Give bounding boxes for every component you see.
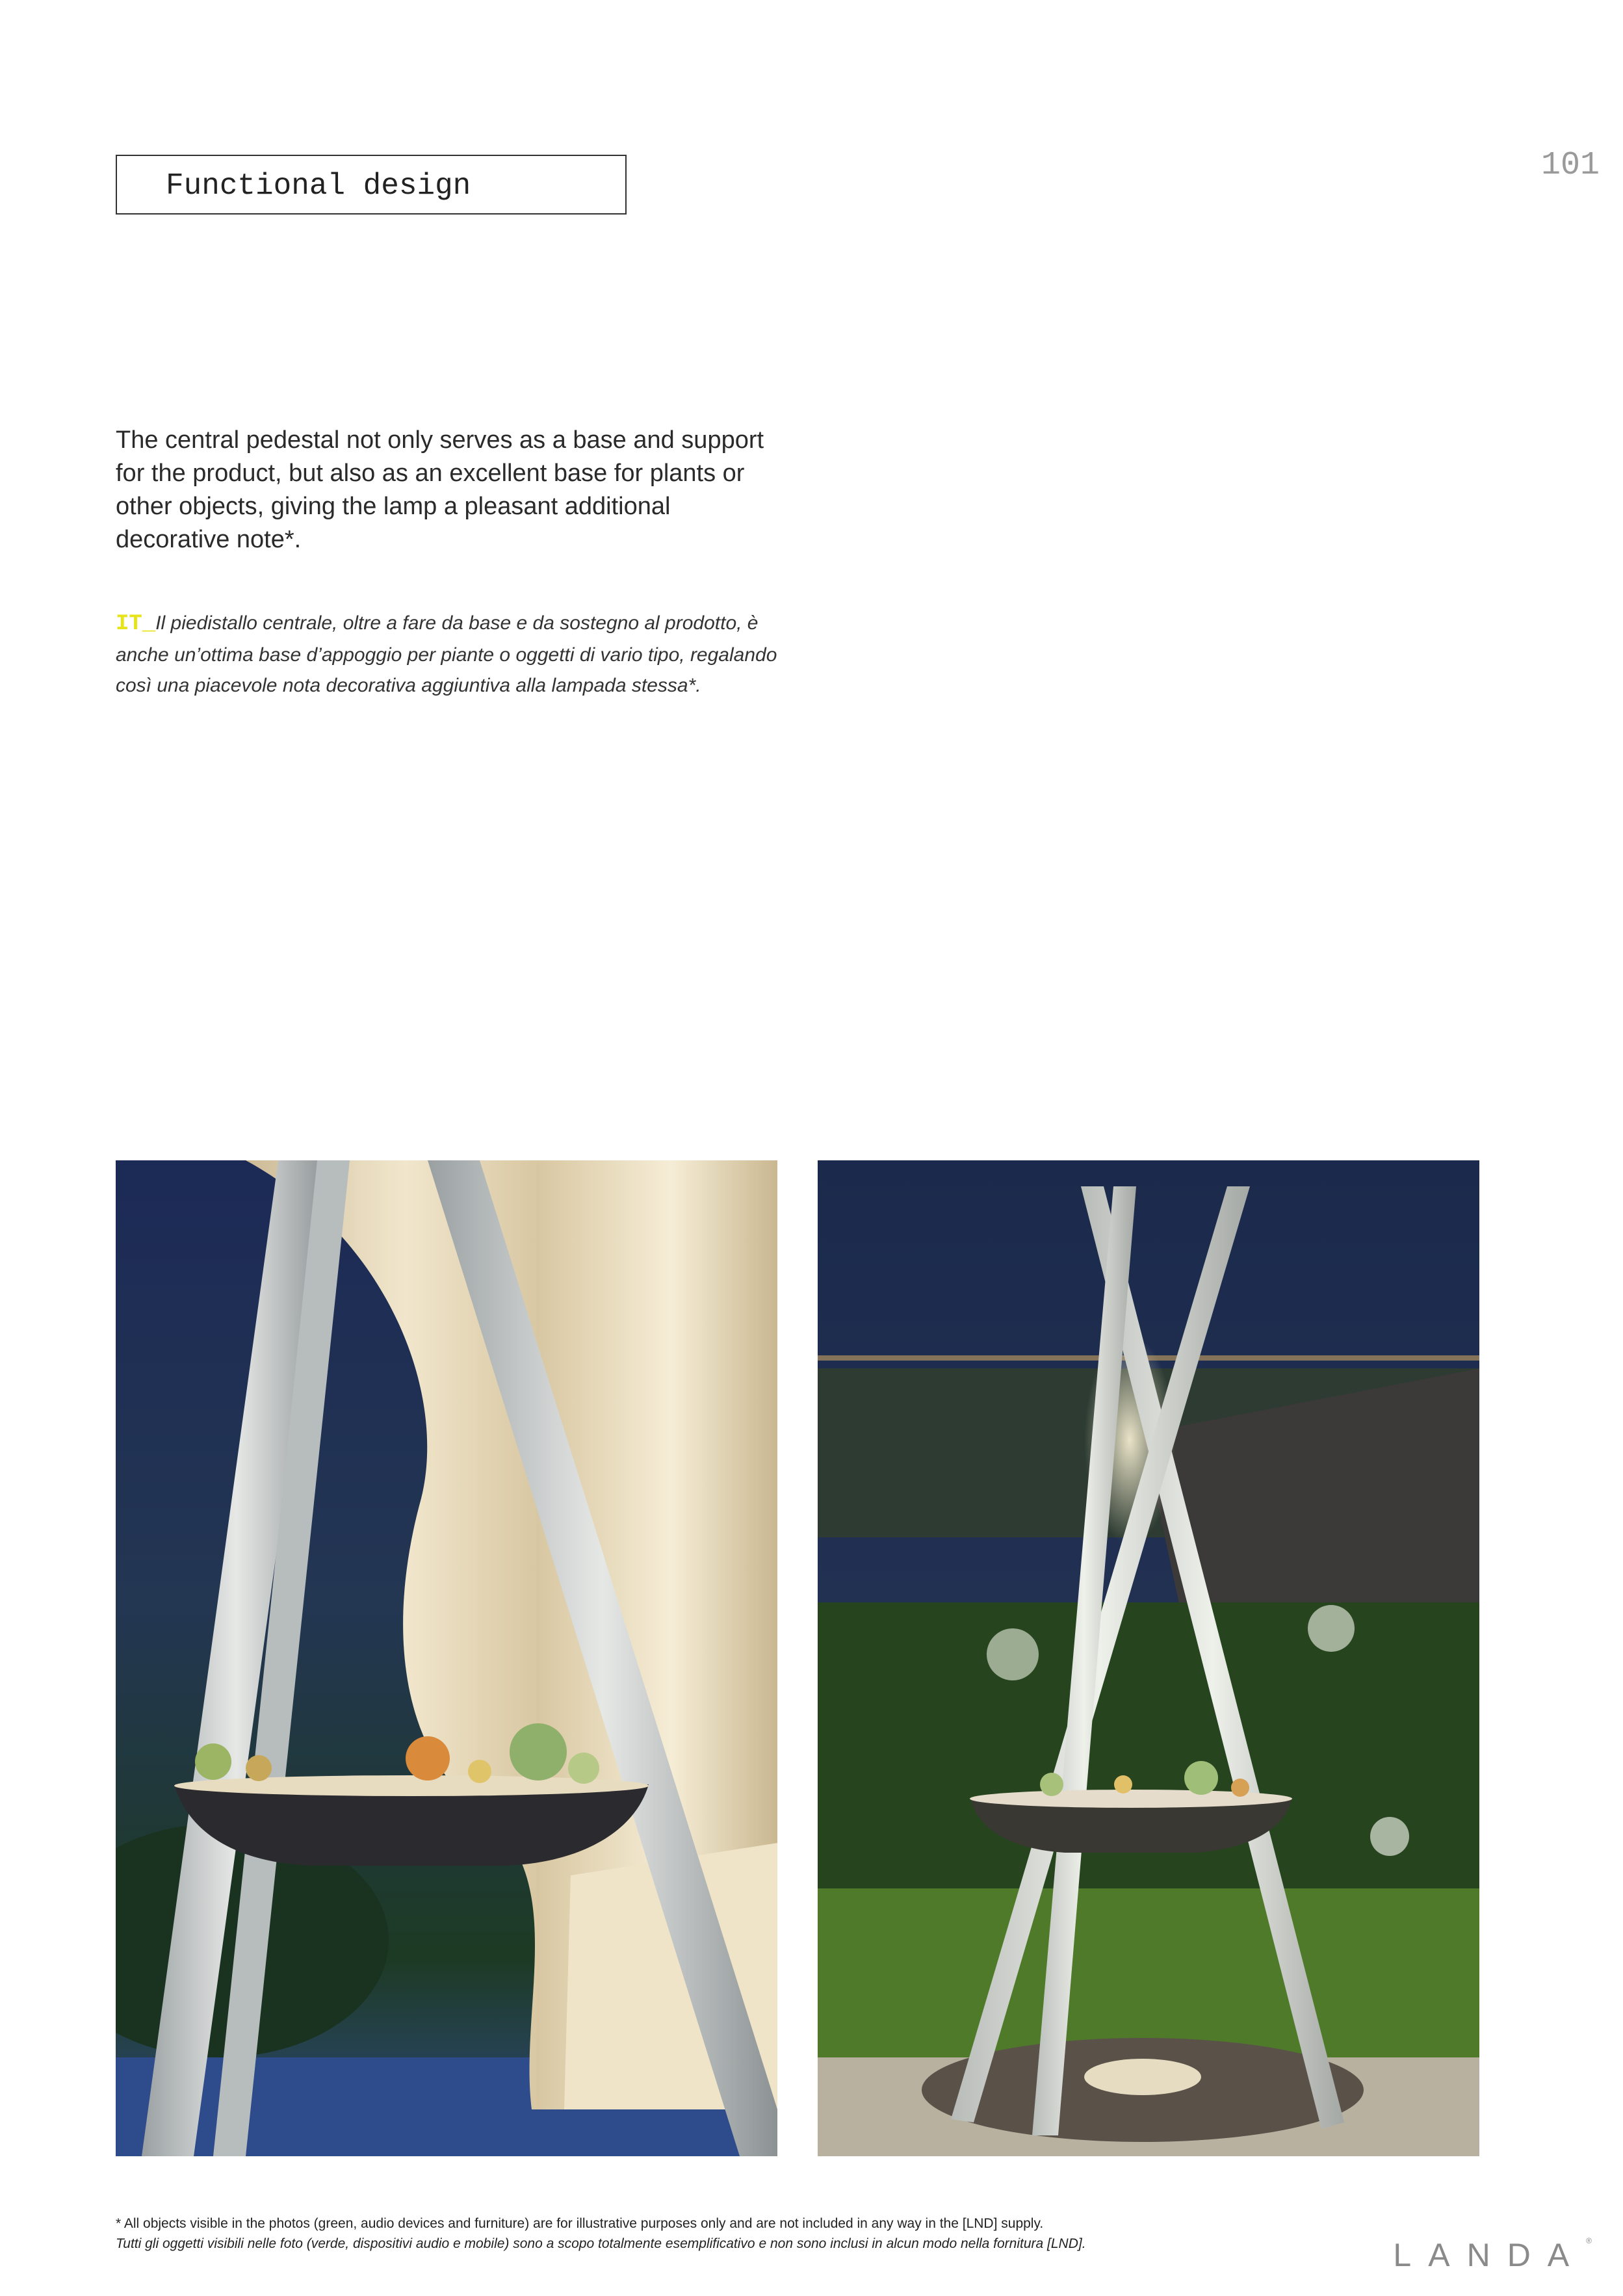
intro-text-it-body: Il piedistallo centrale, oltre a fare da base e da sostegno al prodotto, è anche un’ottima base d’appoggio per piante o oggetti di vario tipo, regalando così una piacevole nota decorativa aggiuntiva alla lampada stessa*.: [116, 612, 777, 696]
footnote: [116, 2213, 1383, 2254]
section-title: Functional design: [116, 155, 627, 215]
intro-text-it: [116, 608, 785, 701]
photo-lamp-closeup-illustration: [116, 1160, 777, 2156]
footnote-it: Tutti gli oggetti visibili nelle foto (verde, dispositivi audio e mobile) sono a scopo totalmente esemplificativo e non sono inclusi in alcun modo nella fornitura [LND].: [116, 2236, 1086, 2251]
landa-logo: [1393, 2236, 1592, 2274]
landa-logo-text: LANDA: [1393, 2237, 1587, 2273]
photo-lamp-garden-illustration: [818, 1160, 1479, 2156]
intro-text-en: The central pedestal not only serves as a base and support for the product, but also as an excellent base for plants or other objects, giving the lamp a pleasant additional decorative note*.: [116, 426, 764, 553]
photo-lamp-closeup: [116, 1160, 777, 2156]
footnote-en: * All objects visible in the photos (green, audio devices and furniture) are for illustrative purposes only and are not included in any way in the [LND] supply.: [116, 2216, 1044, 2231]
registered-mark: ®: [1586, 2236, 1592, 2245]
photo-lamp-garden: [818, 1160, 1479, 2156]
it-language-tag: IT_: [116, 612, 156, 636]
page-number: 101: [1540, 147, 1600, 184]
